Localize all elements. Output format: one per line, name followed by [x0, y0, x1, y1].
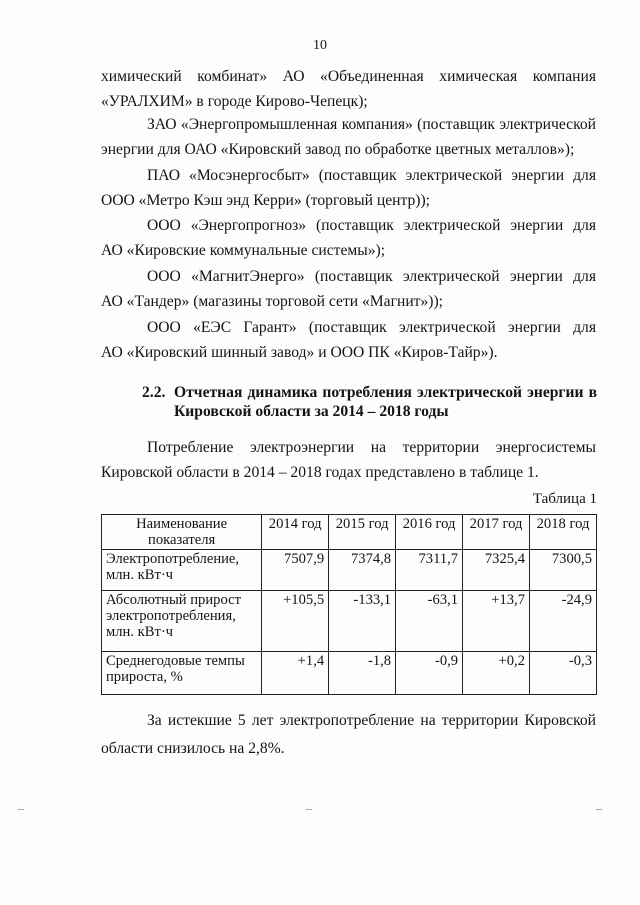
paragraph-6-line-1: ООО «ЕЭС Гарант» (поставщик электрической энергии для	[147, 319, 596, 336]
cell-value: +1,4	[262, 652, 329, 695]
paragraph-5-line-1: ООО «МагнитЭнерго» (поставщик электрической энергии для	[147, 268, 596, 285]
header-name-line-1: Наименование	[136, 516, 228, 532]
paragraph-6-line-2: АО «Кировский шинный завод» и ООО ПК «Киров-Тайр»).	[101, 344, 498, 361]
paragraph-2	[101, 112, 596, 162]
page-number: 10	[313, 38, 327, 53]
table-row	[102, 591, 597, 652]
paragraph-5-line-2: АО «Тандер» (магазины торговой сети «Магнит»));	[101, 293, 444, 310]
paragraph-6	[101, 315, 596, 365]
paragraph-1	[101, 64, 596, 114]
cell-value: 7374,8	[329, 550, 396, 591]
cell-value: -133,1	[329, 591, 396, 652]
row-name-growth-rate	[102, 652, 262, 695]
cell-value: +0,2	[463, 652, 530, 695]
header-name-cell	[102, 515, 262, 550]
header-year-2015: 2015 год	[329, 515, 396, 550]
conclusion-paragraph	[101, 707, 596, 763]
paragraph-3	[101, 163, 596, 213]
header-year-2018: 2018 год	[530, 515, 597, 550]
paragraph-3-line-2: ООО «Метро Кэш энд Керри» (торговый центр));	[101, 192, 430, 209]
scan-mark: –	[18, 801, 24, 815]
cell-value: 7311,7	[396, 550, 463, 591]
row-name-absolute-growth	[102, 591, 262, 652]
cell-value: 7507,9	[262, 550, 329, 591]
header-year-2016: 2016 год	[396, 515, 463, 550]
paragraph-2-line-2: энергии для ОАО «Кировский завод по обработке цветных металлов»);	[101, 141, 575, 158]
conclusion-line-2: области снизилось на 2,8%.	[101, 740, 285, 757]
header-year-2017: 2017 год	[463, 515, 530, 550]
table-row	[102, 652, 597, 695]
intro-line-1: Потребление электроэнергии на территории энергосистемы	[147, 439, 596, 456]
section-title-line-1: Отчетная динамика потребления электрической энергии в	[174, 384, 597, 401]
table-row	[102, 550, 597, 591]
cell-value: -24,9	[530, 591, 597, 652]
scan-mark: –	[306, 801, 312, 815]
table-caption: Таблица 1	[532, 491, 597, 507]
conclusion-line-1: За истекшие 5 лет электропотребление на территории Кировской	[147, 712, 596, 729]
header-year-2014: 2014 год	[262, 515, 329, 550]
paragraph-3-line-1: ПАО «Мосэнергосбыт» (поставщик электрической энергии для	[147, 167, 596, 184]
intro-paragraph	[101, 435, 596, 485]
scan-mark: –	[596, 801, 602, 815]
paragraph-4-line-2: АО «Кировские коммунальные системы»);	[101, 242, 386, 259]
header-name-line-2: показателя	[148, 532, 216, 548]
row-name-line: Электропотребление,	[106, 551, 240, 567]
cell-value: -0,9	[396, 652, 463, 695]
paragraph-1-line-2: «УРАЛХИМ» в городе Кирово-Чепецк);	[101, 93, 368, 110]
cell-value: -1,8	[329, 652, 396, 695]
paragraph-4-line-1: ООО «Энергопрогноз» (поставщик электрической энергии для	[147, 217, 596, 234]
row-name-line: млн. кВт·ч	[106, 567, 174, 583]
paragraph-5	[101, 264, 596, 314]
section-number: 2.2.	[142, 384, 166, 401]
paragraph-1-line-1: химический комбинат» АО «Объединенная химическая компания	[101, 68, 596, 85]
table-header-row	[102, 515, 597, 550]
section-heading	[142, 383, 597, 421]
cell-value: 7300,5	[530, 550, 597, 591]
row-name-consumption	[102, 550, 262, 591]
paragraph-2-line-1: ЗАО «Энергопромышленная компания» (поставщик электрической	[147, 116, 596, 133]
paragraph-4	[101, 213, 596, 263]
consumption-table	[101, 514, 597, 695]
row-name-line: прироста, %	[106, 669, 183, 685]
cell-value: -0,3	[530, 652, 597, 695]
row-name-line: Среднегодовые темпы	[106, 653, 245, 669]
row-name-line: электропотребления,	[106, 608, 236, 624]
cell-value: +105,5	[262, 591, 329, 652]
cell-value: +13,7	[463, 591, 530, 652]
cell-value: 7325,4	[463, 550, 530, 591]
section-title-line-2: Кировской области за 2014 – 2018 годы	[174, 403, 449, 420]
row-name-line: Абсолютный прирост	[106, 592, 241, 608]
row-name-line: млн. кВт·ч	[106, 624, 174, 640]
cell-value: -63,1	[396, 591, 463, 652]
intro-line-2: Кировской области в 2014 – 2018 годах представлено в таблице 1.	[101, 464, 539, 481]
